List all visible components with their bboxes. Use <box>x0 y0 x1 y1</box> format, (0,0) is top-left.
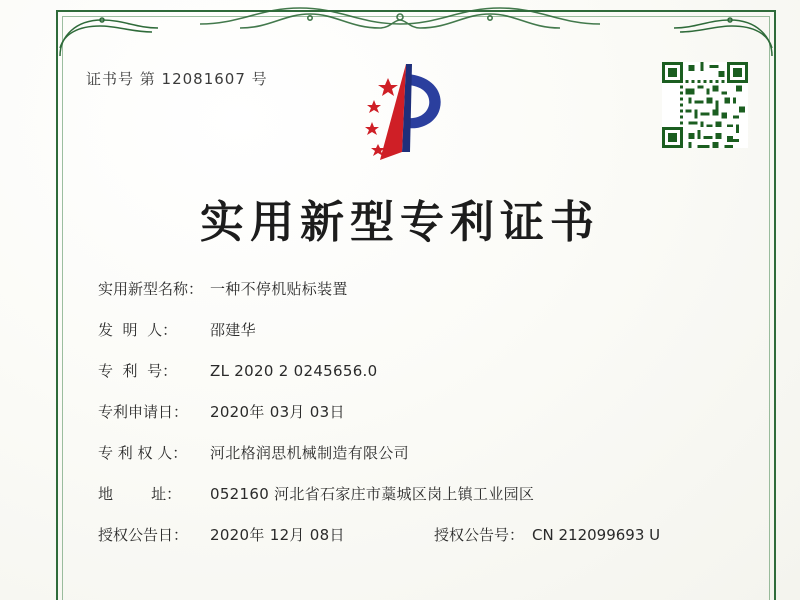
field-label-address: 地 址： <box>98 485 182 503</box>
field-label-patentee: 专 利 权 人： <box>98 444 188 462</box>
top-ornament-icon <box>200 4 600 38</box>
field-value-inventor: 邵建华 <box>210 321 256 339</box>
field-row <box>98 442 730 463</box>
corner-ornament-left-icon <box>58 12 178 58</box>
cnipa-logo-icon <box>352 56 462 166</box>
field-label-application-date: 专利申请日： <box>98 403 189 421</box>
field-value-patentee: 河北格润思机械制造有限公司 <box>210 444 409 462</box>
field-value-application-date: 2020年 03月 03日 <box>210 403 345 421</box>
field-label-grant-publication-number: 授权公告号： <box>434 526 525 544</box>
field-row <box>98 360 730 381</box>
field-value-utility-model-name: 一种不停机贴标装置 <box>210 280 348 298</box>
field-row <box>98 319 730 340</box>
field-value-patent-number: ZL 2020 2 0245656.0 <box>210 362 378 380</box>
field-row <box>98 401 730 422</box>
field-label-grant-publication-date: 授权公告日： <box>98 526 189 544</box>
field-row <box>98 524 730 545</box>
page-title: 实用新型专利证书 <box>200 197 600 248</box>
field-label-utility-model-name: 实用新型名称： <box>98 280 204 298</box>
certificate-fields <box>98 278 730 565</box>
certificate-number: 证书号 第 12081607 号 <box>86 70 268 88</box>
field-label-patent-number: 专 利 号： <box>98 362 178 380</box>
field-row <box>98 483 730 504</box>
corner-ornament-right-icon <box>654 12 774 58</box>
qr-code-icon <box>662 62 748 148</box>
field-value-grant-publication-number: CN 212099693 U <box>532 526 661 544</box>
field-label-inventor: 发 明 人： <box>98 321 178 339</box>
field-row <box>98 278 730 299</box>
field-value-grant-publication-date: 2020年 12月 08日 <box>210 526 345 544</box>
field-value-address: 052160 河北省石家庄市藁城区岗上镇工业园区 <box>210 485 535 503</box>
